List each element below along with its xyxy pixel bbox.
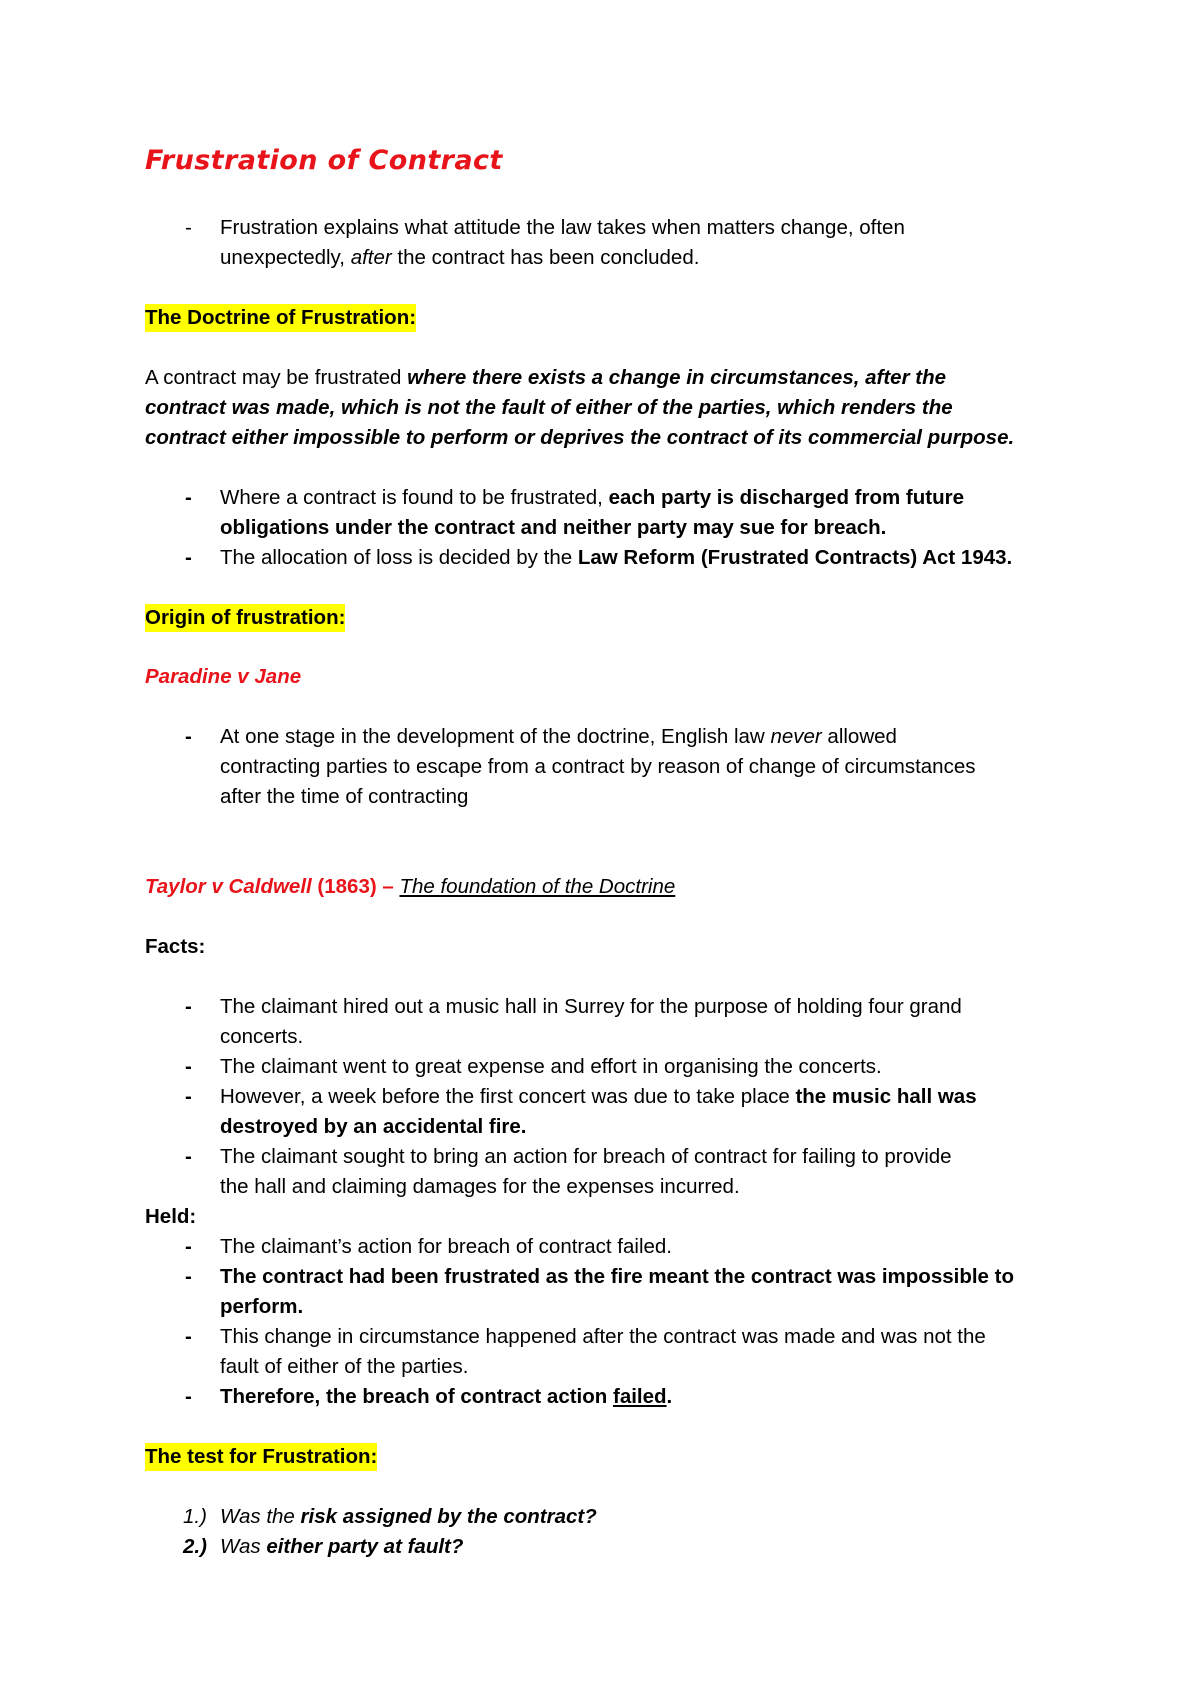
doctrine-definition-line-2: contract was made, which is not the fault of either of the parties, which renders the xyxy=(145,396,953,419)
case-heading-taylor: Taylor v Caldwell (1863) – The foundation of the Doctrine xyxy=(145,875,676,898)
document-page: Frustration of Contract - Frustration explains what attitude the law takes when matters change, often unexpectedly, after the contract has been concluded. The Doctrine of Frustration: A contract may be frustrated where there exists a change in circumstances, after the contract was made, which is not the fault of either of the parties, which renders the contract either impossible to perform or deprives the contract of its commercial purpose. - Where a contract is found to be frustrated, each party is discharged from future obligations under the contract and neither party may sue for breach. - The allocation of loss is decided by the Law Reform (Frustrated Contracts) Act 1943. Origin of frustration: Paradine v Jane - At one stage in the development of the doctrine, English law never allowed contracting parties to escape from a contract by reason of change of circumstances after the time of contracting Taylor v Caldwell (1863) – The foundation of the Doctrine Facts: - The claimant hired out a music hall in Surrey for the purpose of holding four grand concerts. - The claimant went to great expense and effort in organising the concerts. - However, a week before the first concert was due to take place the music hall was destroyed by an accidental fire. - The claimant sought to bring an action for breach of contract for failing to provide the hall and claiming damages for the expenses incurred. Held: - The claimant’s action for breach of contract failed. - The contract had been frustrated as the fire meant the contract was impossible to perform. - This change in circumstance happened after the contract was made and was not the fault of either of the parties. - Therefore, the breach of contract action failed. The test for Frustration: 1.) Was the risk assigned by the contract? 2.) Was either party at fault? xyxy=(0,0,1200,1698)
held-label: Held: xyxy=(145,1205,197,1228)
intro-line-2: unexpectedly, after the contract has been concluded. xyxy=(220,246,700,269)
bullet-dash: - xyxy=(185,216,192,239)
page-title: Frustration of Contract xyxy=(145,145,503,176)
intro-line-1: Frustration explains what attitude the law takes when matters change, often xyxy=(220,216,905,239)
numbered-item-2: 2.) Was either party at fault? xyxy=(183,1535,464,1558)
doctrine-definition-line-3: contract either impossible to perform or deprives the contract of its commercial purpose. xyxy=(145,426,1015,449)
numbered-item-1: 1.) Was the risk assigned by the contract? xyxy=(183,1505,597,1528)
section-heading-origin: Origin of frustration: xyxy=(145,603,345,633)
case-name-paradine: Paradine v Jane xyxy=(145,665,302,688)
facts-label: Facts: xyxy=(145,935,206,958)
section-heading-doctrine: The Doctrine of Frustration: xyxy=(145,303,416,333)
doctrine-definition-line-1: A contract may be frustrated where there exists a change in circumstances, after the xyxy=(145,366,946,389)
section-heading-test: The test for Frustration: xyxy=(145,1442,377,1472)
